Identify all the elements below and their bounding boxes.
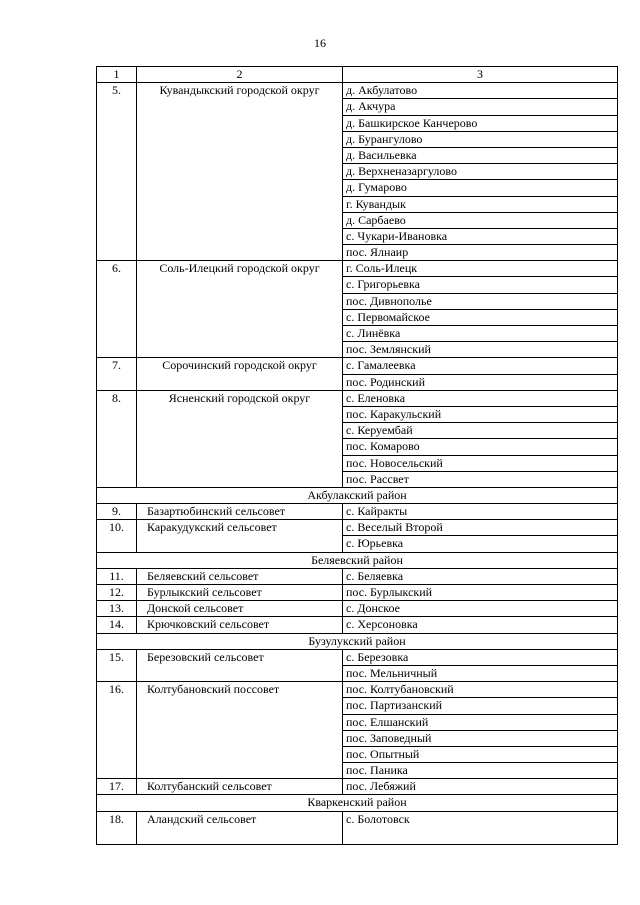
settlement-cell: д. Башкирское Канчерово <box>343 115 618 131</box>
settlement-cell: пос. Лебяжий <box>343 779 618 795</box>
settlement-cell: пос. Новосельский <box>343 455 618 471</box>
district-row <box>97 795 618 811</box>
settlement-cell: с. Керуембай <box>343 423 618 439</box>
settlement-cell: с. Донское <box>343 601 618 617</box>
settlement-cell: пос. Землянский <box>343 342 618 358</box>
table-row <box>97 682 618 698</box>
entry-number: 11. <box>97 568 137 584</box>
municipality-name: Базартюбинский сельсовет <box>137 504 343 520</box>
district-title: Беляевский район <box>97 552 618 568</box>
municipality-name: Донской сельсовет <box>137 601 343 617</box>
settlement-cell: д. Бурангулово <box>343 131 618 147</box>
settlement-cell: с. Первомайское <box>343 309 618 325</box>
district-title: Бузулукский район <box>97 633 618 649</box>
settlement-cell: с. Херсоновка <box>343 617 618 633</box>
entry-number: 5. <box>97 83 137 261</box>
district-row <box>97 633 618 649</box>
settlement-cell: с. Кайракты <box>343 504 618 520</box>
header-cell-3: 3 <box>343 67 618 83</box>
settlement-cell: с. Чукари-Ивановка <box>343 228 618 244</box>
table-row <box>97 390 618 406</box>
district-row <box>97 487 618 503</box>
table-row <box>97 649 618 665</box>
settlement-cell: д. Васильевка <box>343 147 618 163</box>
settlement-cell: с. Юрьевка <box>343 536 618 552</box>
municipality-name: Кувандыкский городской округ <box>137 83 343 261</box>
settlement-cell: пос. Рассвет <box>343 471 618 487</box>
settlement-cell: с. Гамалеевка <box>343 358 618 374</box>
table-header-row <box>97 67 618 83</box>
settlement-cell: пос. Опытный <box>343 746 618 762</box>
settlement-cell: пос. Родинский <box>343 374 618 390</box>
table-row <box>97 601 618 617</box>
district-title: Акбулакский район <box>97 487 618 503</box>
settlement-cell: д. Акчура <box>343 99 618 115</box>
header-cell-1: 1 <box>97 67 137 83</box>
table-row <box>97 261 618 277</box>
municipality-name: Крючковский сельсовет <box>137 617 343 633</box>
table-row <box>97 585 618 601</box>
table-body <box>97 67 618 845</box>
settlement-cell: пос. Елшанский <box>343 714 618 730</box>
settlement-cell: с. Беляевка <box>343 568 618 584</box>
municipality-name: Бурлыкский сельсовет <box>137 585 343 601</box>
municipality-name: Колтубановский поссовет <box>137 682 343 779</box>
settlement-cell: с. Линёвка <box>343 326 618 342</box>
district-row <box>97 552 618 568</box>
municipality-name: Березовский сельсовет <box>137 649 343 681</box>
settlement-cell: с. Григорьевка <box>343 277 618 293</box>
settlement-cell: пос. Ялнаир <box>343 245 618 261</box>
entry-number: 15. <box>97 649 137 681</box>
settlement-cell: пос. Колтубановский <box>343 682 618 698</box>
municipality-name: Беляевский сельсовет <box>137 568 343 584</box>
settlements-table <box>96 66 618 845</box>
settlement-cell: с. Березовка <box>343 649 618 665</box>
entry-number: 8. <box>97 390 137 487</box>
settlement-cell: г. Соль-Илецк <box>343 261 618 277</box>
settlement-cell: д. Акбулатово <box>343 83 618 99</box>
settlement-cell: с. Болотовск <box>343 811 618 844</box>
entry-number: 7. <box>97 358 137 390</box>
settlement-cell: с. Веселый Второй <box>343 520 618 536</box>
header-cell-2: 2 <box>137 67 343 83</box>
settlement-cell: пос. Заповедный <box>343 730 618 746</box>
entry-number: 18. <box>97 811 137 844</box>
table-row <box>97 520 618 536</box>
entry-number: 17. <box>97 779 137 795</box>
municipality-name: Колтубанский сельсовет <box>137 779 343 795</box>
entry-number: 12. <box>97 585 137 601</box>
settlement-cell: пос. Каракульский <box>343 406 618 422</box>
page-number: 16 <box>314 36 326 50</box>
entry-number: 6. <box>97 261 137 358</box>
settlement-cell: д. Верхненазаргулово <box>343 164 618 180</box>
settlement-cell: пос. Паника <box>343 763 618 779</box>
entry-number: 14. <box>97 617 137 633</box>
settlement-cell: пос. Бурлыкский <box>343 585 618 601</box>
table-row <box>97 811 618 844</box>
settlement-cell: пос. Мельничный <box>343 665 618 681</box>
settlement-cell: пос. Партизанский <box>343 698 618 714</box>
municipality-name: Ясненский городской округ <box>137 390 343 487</box>
table-row <box>97 358 618 374</box>
entry-number: 13. <box>97 601 137 617</box>
settlement-cell: д. Сарбаево <box>343 212 618 228</box>
municipality-name: Каракудукский сельсовет <box>137 520 343 552</box>
municipality-name: Сорочинский городской округ <box>137 358 343 390</box>
entry-number: 9. <box>97 504 137 520</box>
table-row <box>97 568 618 584</box>
entry-number: 10. <box>97 520 137 552</box>
entry-number: 16. <box>97 682 137 779</box>
municipality-name: Соль-Илецкий городской округ <box>137 261 343 358</box>
table-row <box>97 83 618 99</box>
table-row <box>97 779 618 795</box>
municipality-name: Аландский сельсовет <box>137 811 343 844</box>
settlement-cell: д. Гумарово <box>343 180 618 196</box>
table-row <box>97 617 618 633</box>
district-title: Кваркенский район <box>97 795 618 811</box>
settlement-cell: с. Еленовка <box>343 390 618 406</box>
settlement-cell: г. Кувандык <box>343 196 618 212</box>
table-row <box>97 504 618 520</box>
settlement-cell: пос. Дивнополье <box>343 293 618 309</box>
settlement-cell: пос. Комарово <box>343 439 618 455</box>
